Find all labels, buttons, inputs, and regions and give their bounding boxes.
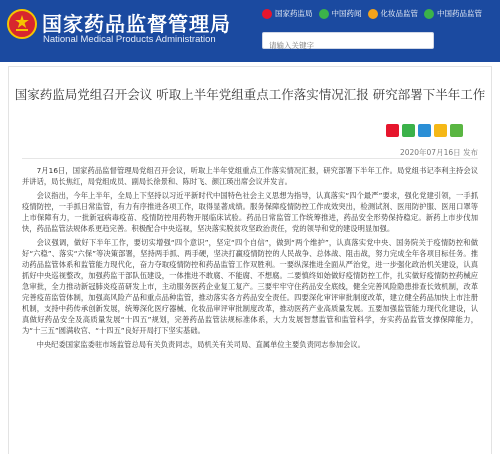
header-link-label: 中国药闻 <box>331 9 362 18</box>
weibo-icon <box>262 9 272 19</box>
app-icon <box>368 9 378 19</box>
article-body <box>22 165 478 353</box>
qq-share-icon[interactable] <box>418 124 431 137</box>
search-box <box>262 32 434 49</box>
article-paragraph: 会议强调，做好下半年工作，要切实增强“四个意识”，坚定“四个自信”，做到“两个维护”，认真落实党中央、国务院关于疫情防控和做好“六稳”、落实“六保”等决策部署，坚持两手抓、两手硬，坚决打赢疫情防控的人民战争、总体战、阻击战，努力完成全年各项目标任务。推动药品监管体系和监管能力现代化，奋力夺取疫情防控和药品监管工作双胜利。一要纵深推进全面从严治党，进一步强化政治机关建设，认真抓好中央巡视整改，加强药监干部队伍建设，一体推进不敢腐、不能腐、不想腐。二要慎终如始做好疫情防控工作，扎实做好疫情防控药械应急审批，全力推动新冠肺炎疫苗研发上市，主动服务医药企业复工复产。三要牢牢守住药品安全底线，健全完善风险隐患排查长效机制，改革完善疫苗监管体制，加强高风险产品和重点品种监管，推动落实各方药品安全责任。四要深化审评审批制度改革，建立健全药品加快上市注册机制，支持中药传承创新发展，统筹深化医疗器械、化妆品审评审批制度改革，推动医药产业高质量发展。五要加强监管能力现代化建设，认真做好药品安全及高质量发展“十四五”规划，完善药品监管法规标准体系，大力发展智慧监管和监管科学，夯实药品监管支撑保障能力，为“十三五”圆满收官、“十四五”良好开局打下坚实基础。 <box>22 238 478 335</box>
site-title[interactable]: 国家药品监督管理局 <box>42 12 231 36</box>
header-link-wechat-news[interactable] <box>319 8 362 19</box>
header-link-cosmetics[interactable] <box>368 8 419 19</box>
header-link-label: 中国药品监管 <box>437 9 482 18</box>
header-link-label: 化妆品监管 <box>380 9 418 18</box>
divider <box>22 158 478 159</box>
article-title: 国家药监局党组召开会议 听取上半年党组重点工作落实情况汇报 研究部署下半年工作 <box>14 87 486 102</box>
search-input[interactable] <box>263 38 433 53</box>
national-emblem-icon[interactable] <box>7 9 37 39</box>
publish-date: 2020年07月16日 发布 <box>399 148 478 157</box>
header-link-wechat-regulation[interactable] <box>424 8 482 19</box>
site-header <box>0 0 500 62</box>
article-paragraph: 7月16日，国家药品监督管理局党组召开会议，听取上半年党组重点工作落实情况汇报，研究部署下半年工作。局党组书记李利主持会议并讲话，局长焦红，局党组成员、副局长徐景和、陈时飞、颜江瑛出席会议并发言。 <box>22 166 478 186</box>
share-bar <box>386 124 463 137</box>
header-links <box>262 8 497 19</box>
article-paragraph: 中央纪委国家监委驻市场监管总局有关负责同志，局机关有关司局、直属单位主要负责同志参加会议。 <box>36 340 365 349</box>
header-link-weibo[interactable] <box>262 8 313 19</box>
qzone-share-icon[interactable] <box>434 124 447 137</box>
header-link-label: 国家药监局 <box>275 9 313 18</box>
weibo-share-icon[interactable] <box>386 124 399 137</box>
wechat-icon <box>319 9 329 19</box>
wechat-icon <box>424 9 434 19</box>
site-subtitle: National Medical Products Administration <box>43 34 216 45</box>
article-paragraph: 会议指出，今年上半年，全局上下坚持以习近平新时代中国特色社会主义思想为指导，认真落实“四个最严”要求，强化党建引领，一手抓疫情防控，一手抓日常监管，有力有序推进各项工作，取得显著成绩。服务保障疫情防控工作成效突出，检测试剂、医用防护服、医用口罩等上市保障有力，一批新冠病毒疫苗、疫情防控用药物开展临床试验。药品日常监管工作统筹推进，药品安全形势保持稳定。新药上市步伐加快，药品监管法规体系更趋完善。积极配合中央巡视，坚决落实脱贫攻坚政治责任，党的领导和党的建设明显加强。 <box>22 191 478 233</box>
wechat-share-icon[interactable] <box>402 124 415 137</box>
more-share-icon[interactable] <box>450 124 463 137</box>
